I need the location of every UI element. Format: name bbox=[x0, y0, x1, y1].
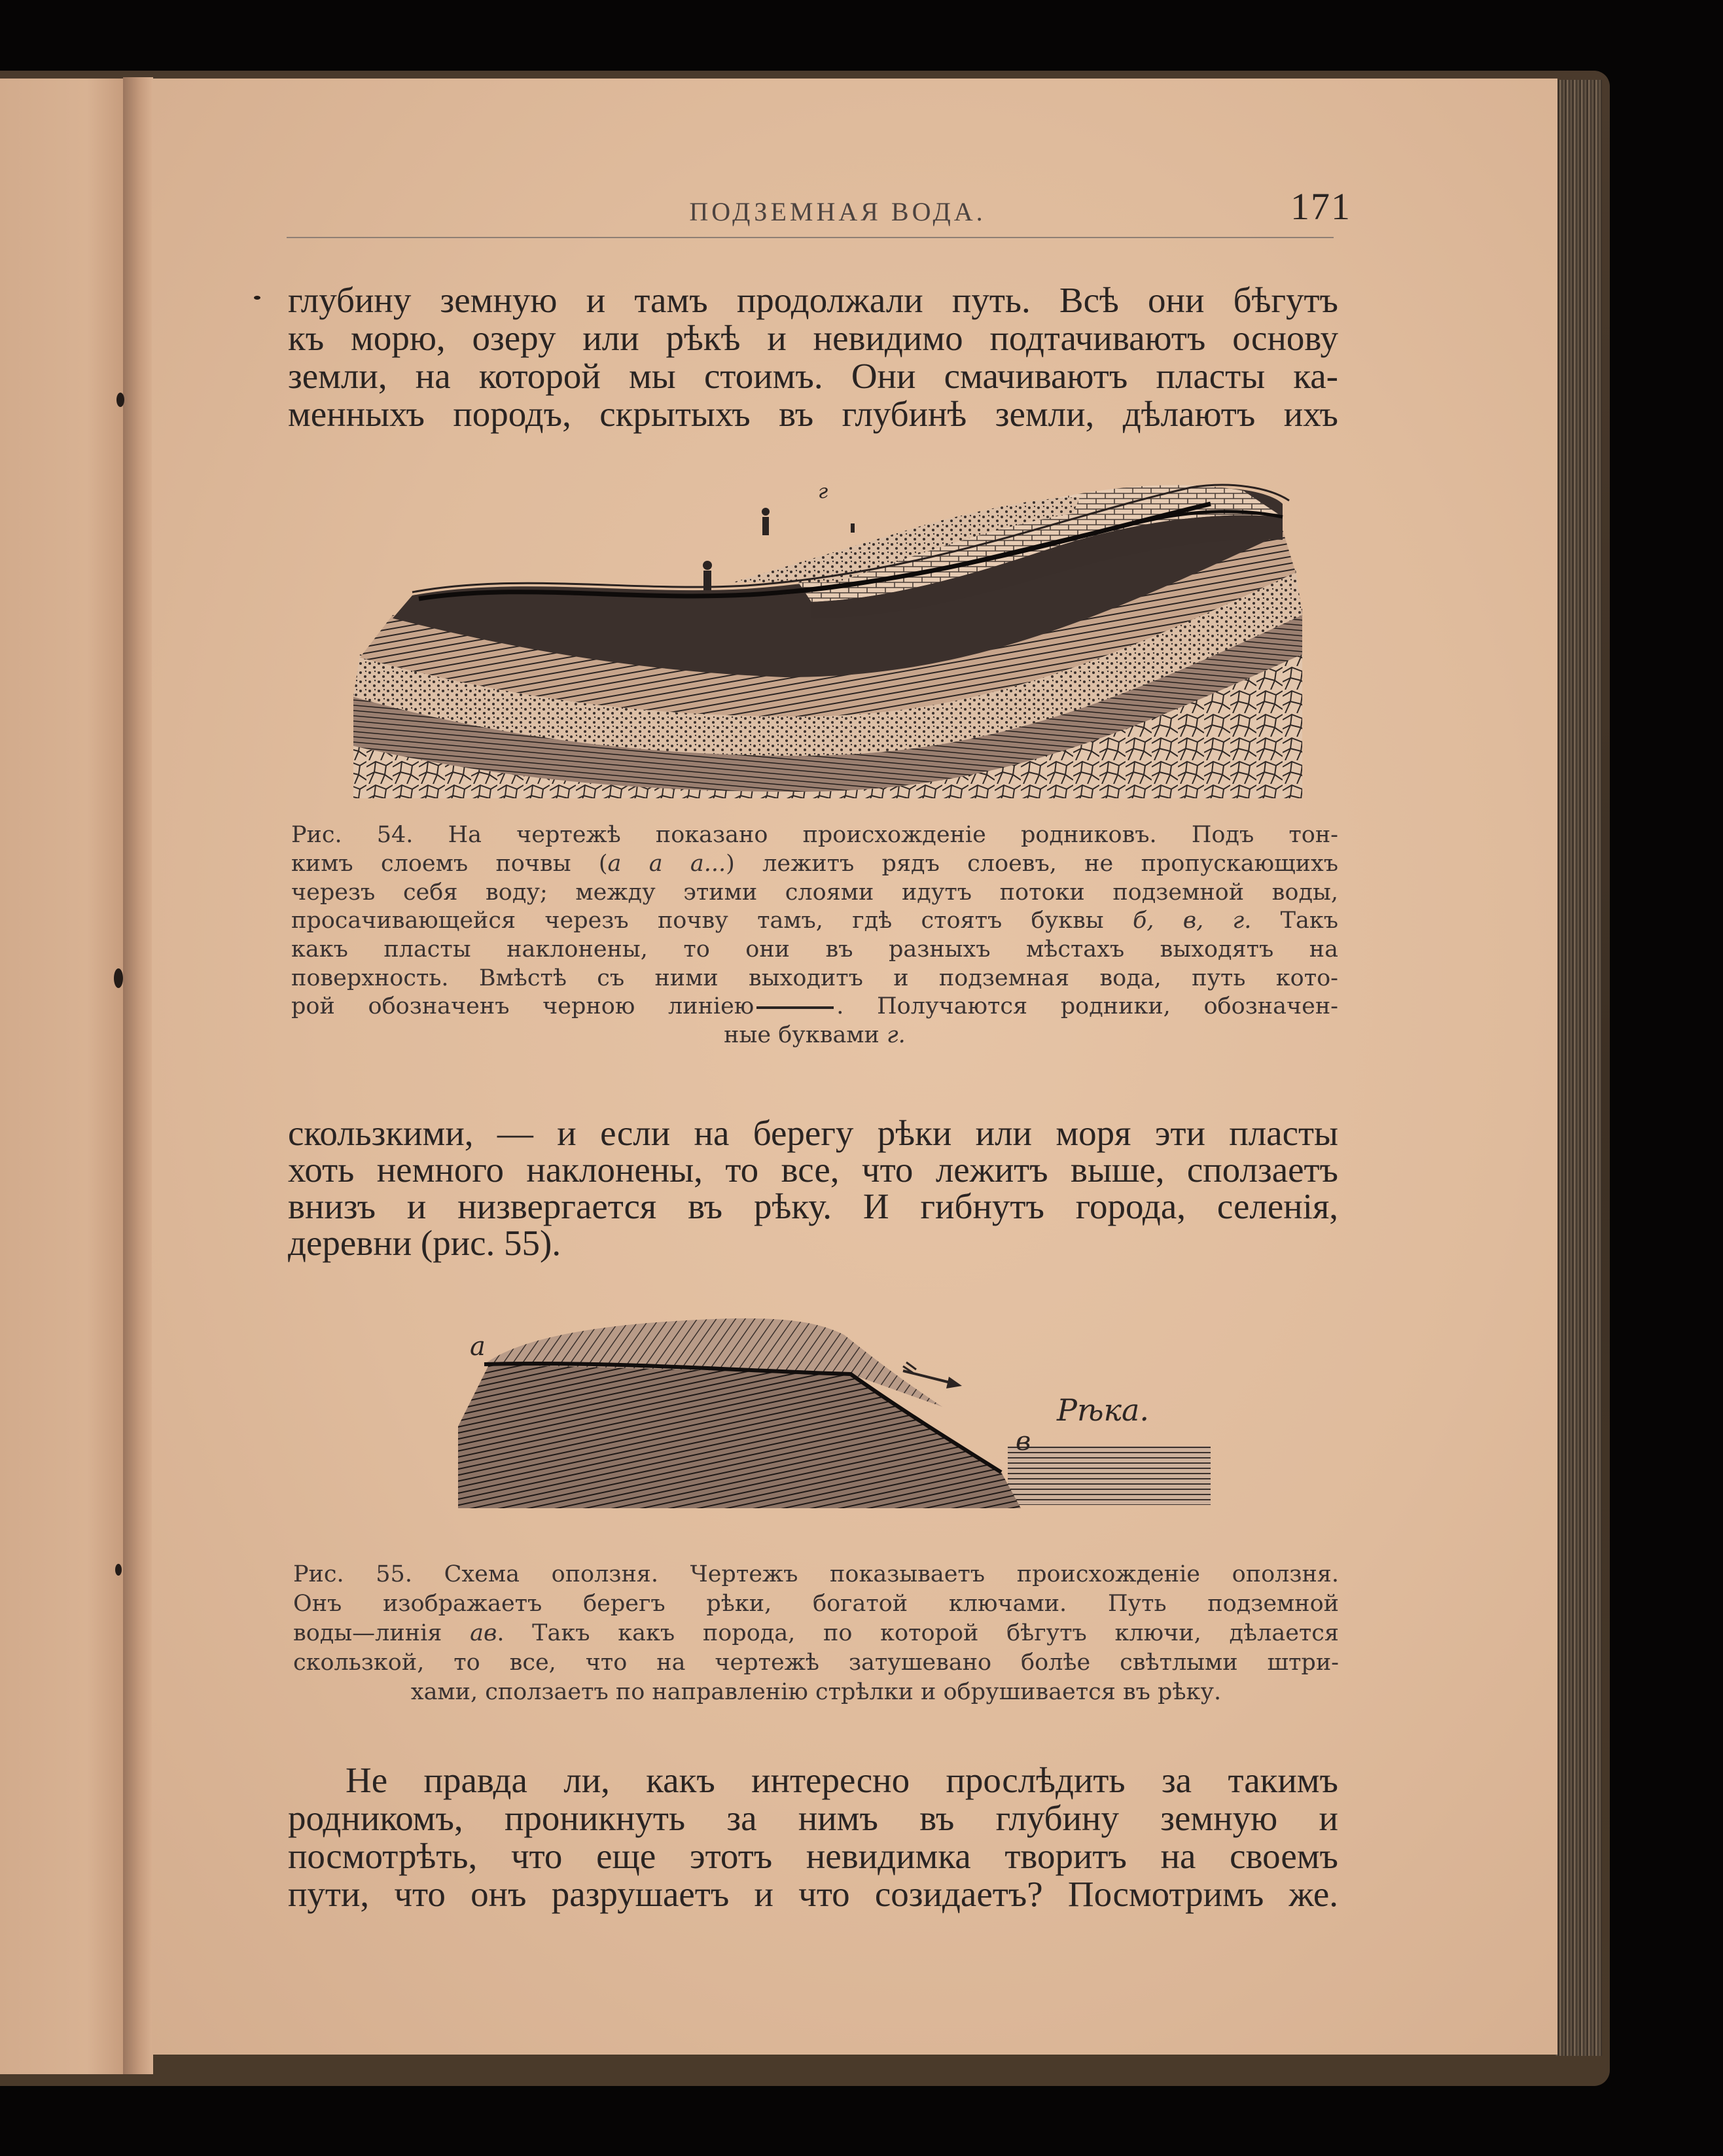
figure-54-caption-line: Рис. 54. На чертежѣ показано происхожденіе родниковъ. Подъ тон- bbox=[291, 822, 1338, 848]
body-line: менныхъ породъ, скрытыхъ въ глубинѣ земли, дѣлаютъ ихъ bbox=[288, 394, 1338, 434]
page-stack-edges bbox=[1555, 80, 1602, 2056]
print-mark bbox=[254, 296, 260, 300]
figure-55-caption-line: воды—линія ав. Такъ какъ порода, по которой бѣгутъ ключи, дѣлается bbox=[293, 1620, 1339, 1646]
page-number: 171 bbox=[1290, 185, 1351, 228]
figure-55-caption-line: скользкой, то все, что на чертежѣ затушевано болѣе свѣтлыми штри- bbox=[293, 1650, 1339, 1676]
body-line: глубину земную и тамъ продолжали путь. Всѣ они бѣгутъ bbox=[288, 280, 1338, 320]
body-line: хоть немного наклонены, то все, что лежитъ выше, сползаетъ bbox=[288, 1150, 1338, 1190]
figure-55-label-a: а bbox=[470, 1332, 486, 1362]
figure-55-caption-line: Рис. 55. Схема оползня. Чертежъ показываетъ происхожденіе оползня. bbox=[293, 1561, 1339, 1587]
figure-55-label-river: Рѣка. bbox=[1057, 1392, 1150, 1428]
header-rule bbox=[287, 237, 1334, 238]
binding-thread-mark bbox=[116, 393, 124, 407]
figure-54-strata-illustration bbox=[340, 478, 1309, 798]
body-line: пути, что онъ разрушаетъ и что созидаетъ? Посмотримъ же. bbox=[288, 1874, 1338, 1914]
figure-54-label-spring: г bbox=[818, 480, 828, 503]
figure-55-caption-line: хами, сползаетъ по направленію стрѣлки и обрушивается въ рѣку. bbox=[410, 1679, 1222, 1705]
figure-54-caption-line: черезъ себя воду; между этими слоями идутъ потоки подземной воды, bbox=[291, 879, 1338, 906]
body-line: внизъ и низвергается въ рѣку. И гибнутъ города, селенія, bbox=[288, 1186, 1338, 1226]
running-title: ПОДЗЕМНАЯ ВОДА. bbox=[689, 197, 986, 226]
figure-54-caption-line: просачивающейся черезъ почву тамъ, гдѣ стоятъ буквы б, в, г. Такъ bbox=[291, 908, 1338, 934]
figure-55-label-v: в bbox=[1016, 1426, 1031, 1457]
binding-thread-mark bbox=[115, 1564, 122, 1576]
binding-thread-mark bbox=[114, 968, 123, 988]
book-gutter bbox=[123, 77, 153, 2074]
left-page-edge bbox=[0, 79, 127, 2074]
body-line: Не правда ли, какъ интересно прослѣдить за такимъ bbox=[346, 1760, 1338, 1800]
figure-54-caption-line: рой обозначенъ черною линіею . Получаются родники, обозначен- bbox=[291, 993, 1338, 1019]
body-line: посмотрѣть, что еще этотъ невидимка творитъ на своемъ bbox=[288, 1836, 1338, 1876]
body-line: земли, на которой мы стоимъ. Они смачиваютъ пласты ка- bbox=[288, 356, 1338, 396]
figure-54-caption-line: кимъ слоемъ почвы (а а а...) лежитъ рядъ слоевъ, не пропускающихъ bbox=[291, 851, 1338, 877]
body-line: родникомъ, проникнуть за нимъ въ глубину земную и bbox=[288, 1798, 1338, 1838]
figure-55-caption-line: Онъ изображаетъ берегъ рѣки, богатой ключами. Путь подземной bbox=[293, 1591, 1339, 1617]
figure-54-caption-line: какъ пласты наклонены, то они въ разныхъ мѣстахъ выходятъ на bbox=[291, 936, 1338, 963]
body-line: скользкими, — и если на берегу рѣки или моря эти пласты bbox=[288, 1113, 1338, 1153]
body-line: деревни (рис. 55). bbox=[288, 1223, 561, 1263]
figure-54-caption-line: ные буквами г. bbox=[724, 1022, 906, 1048]
black-line-sample bbox=[756, 1006, 834, 1009]
figure-54-caption-line: поверхность. Вмѣстѣ съ ними выходитъ и подземная вода, путь кото- bbox=[291, 965, 1338, 991]
body-line: къ морю, озеру или рѣкѣ и невидимо подтачиваютъ основу bbox=[288, 318, 1338, 358]
